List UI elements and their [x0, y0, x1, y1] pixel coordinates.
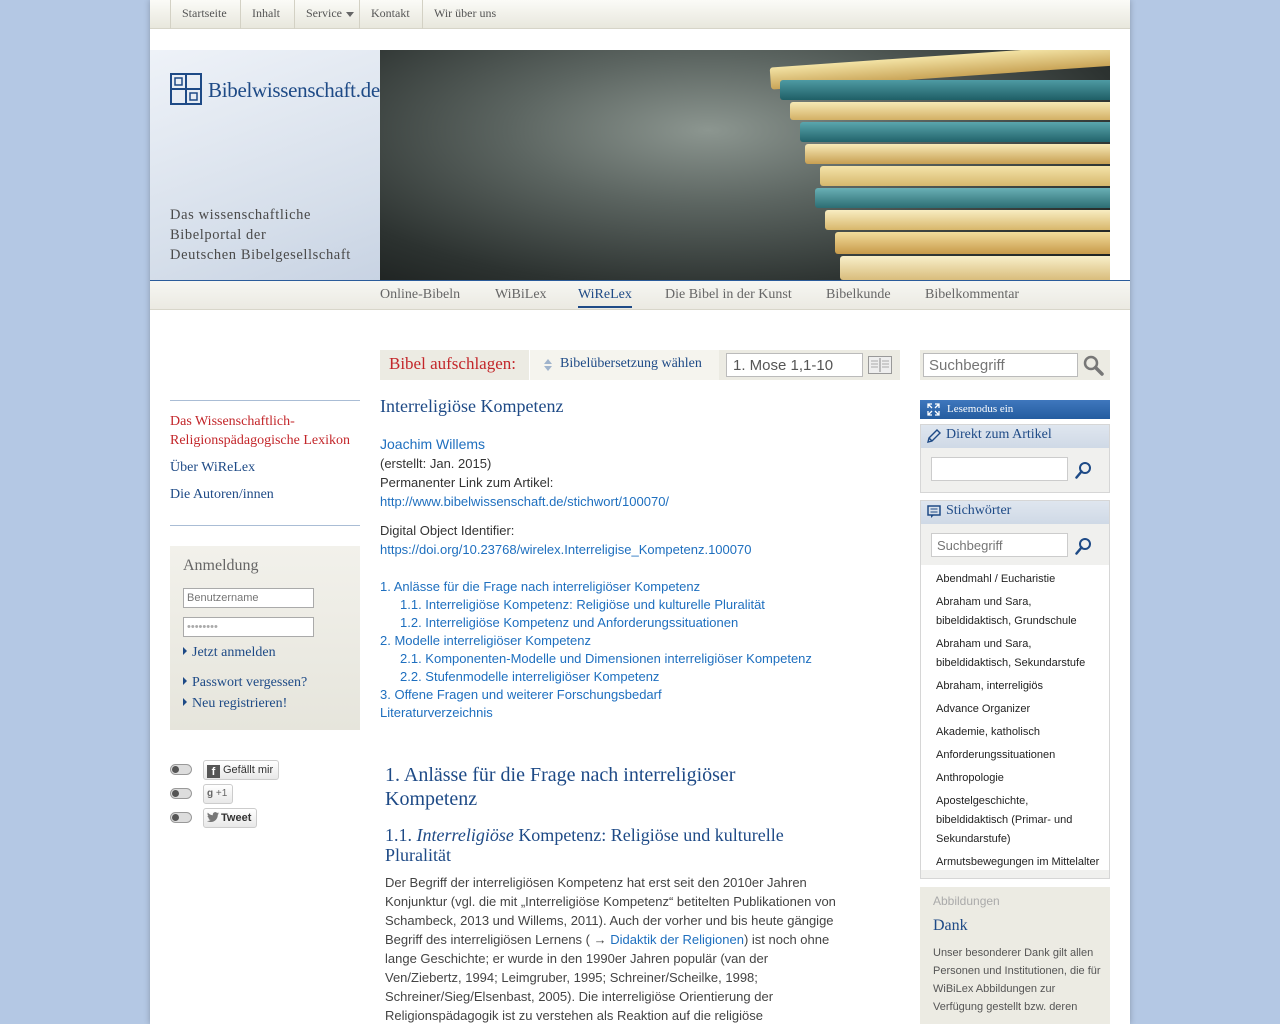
topnav-label: Kontakt [371, 6, 410, 20]
forgot-password-link[interactable] [183, 675, 307, 691]
topnav-service[interactable] [294, 0, 354, 29]
bible-open-bar [380, 350, 900, 380]
mainnav-bibelkommentar[interactable]: Bibelkommentar [925, 287, 1020, 302]
logo-text[interactable]: Bibelwissenschaft.de [208, 78, 380, 102]
facebook-share [170, 760, 300, 780]
toc-item[interactable]: 2.1. Komponenten-Modelle und Dimensionen interreligiöser Kompetenz [400, 651, 812, 666]
search-icon[interactable] [1075, 461, 1093, 479]
keyword-list[interactable] [921, 565, 1109, 870]
body-text: Der Begriff der interreligiösen Kompetenz hat erst seit den 2010er Jahren Konjunktur (vgl. die mit „Interreligiöse Kompetenz“ betitelten Publikationen von Schambeck, 2013 und Willems, 2011). Auch der vorher und bis heute gängige Begriff des interreligiösen Lernens ( [385, 875, 836, 947]
open-book-icon[interactable] [868, 356, 892, 374]
up-down-icon [544, 359, 552, 371]
subsection-italic: Interreligiöse [416, 825, 514, 845]
translation-select-label: Bibelübersetzung wählen [560, 356, 702, 371]
reading-mode-button[interactable] [920, 400, 1110, 419]
keywords-header [921, 501, 1109, 524]
keyword-item[interactable]: Abraham und Sara, bibeldidaktisch, Grundschule [936, 596, 1077, 627]
register-label: Neu registrieren! [192, 696, 288, 711]
book-shape [815, 188, 1110, 208]
body-text: ) ist noch ohne lange Geschichte; er wurde in den 1990er Jahren populär (van der Ven/Ziebertz, 1994; Leimgruber, 1995; Schreiner/Scheilke, 1998; Schreiner/Sieg/Elsenbast, 2005). Die interreligiöse Orientierung der Religionspädagogik ist zu verstehen als Reaktion auf die religiöse [385, 932, 830, 1023]
book-shape [780, 80, 1110, 100]
article-title: Interreligiöse Kompetenz [380, 396, 564, 416]
tweet-label: Tweet [221, 812, 252, 824]
keyword-item[interactable]: Armutsbewegungen im Mittelalter [936, 856, 1100, 868]
keyword-item[interactable]: Abendmahl / Eucharistie [936, 573, 1056, 585]
direct-article-title: Direkt zum Artikel [946, 427, 1052, 442]
toc-item[interactable]: 3. Offene Fragen und weiterer Forschungsbedarf [380, 687, 662, 702]
keyword-item[interactable]: Apostelgeschichte, bibeldidaktisch (Primar- und Sekundarstufe) [936, 795, 1073, 845]
permalink-label: Permanenter Link zum Artikel: [380, 475, 554, 490]
translation-select[interactable] [529, 350, 719, 380]
keyword-item[interactable]: Abraham und Sara, bibeldidaktisch, Sekundarstufe [936, 638, 1086, 669]
mainnav-bibelkunde[interactable]: Bibelkunde [826, 287, 891, 302]
dank-title: Dank [933, 917, 968, 934]
permalink-link[interactable]: http://www.bibelwissenschaft.de/stichwort/100070/ [380, 494, 670, 509]
twitter-icon [207, 812, 219, 822]
topnav-label: Inhalt [252, 6, 280, 20]
logo-panel [150, 50, 380, 280]
search-icon[interactable] [1075, 537, 1093, 555]
section-heading: 1. Anlässe für die Frage nach interreligiöser Kompetenz [385, 764, 736, 810]
facebook-like-button[interactable] [203, 760, 279, 780]
book-shape [790, 102, 1110, 120]
subsection-title: Kompetenz: Religiöse und kulturelle Pluralität [385, 825, 784, 865]
keywords-title: Stichwörter [946, 503, 1012, 518]
book-shape [805, 144, 1110, 164]
login-button-label: Jetzt anmelden [192, 645, 276, 660]
leftnav-item-autoren[interactable]: Die Autoren/innen [170, 487, 274, 502]
tweet-button[interactable] [203, 808, 257, 828]
username-field[interactable] [183, 588, 314, 608]
password-field[interactable] [183, 617, 314, 637]
table-of-contents [380, 578, 812, 722]
reading-mode-label: Lesemodus ein [947, 403, 1014, 415]
arrow-right-icon: → [593, 932, 607, 947]
direct-article-input[interactable] [931, 457, 1068, 481]
triangle-right-icon [183, 677, 187, 685]
toc-item[interactable]: Literaturverzeichnis [380, 705, 493, 720]
triangle-right-icon [183, 647, 187, 655]
main-navigation [150, 280, 1130, 310]
logo-icon[interactable] [170, 72, 202, 106]
register-link[interactable] [183, 696, 287, 712]
toc-item[interactable]: 2.2. Stufenmodelle interreligiöser Kompetenz [400, 669, 660, 684]
top-navigation [150, 0, 1130, 29]
toc-item[interactable]: 2. Modelle interreligiöser Kompetenz [380, 633, 591, 648]
subsection-number: 1.1. [385, 825, 412, 845]
pencil-icon [927, 429, 942, 443]
topnav-label: Wir über uns [434, 6, 497, 20]
tagline [170, 205, 351, 265]
mainnav-wibilex[interactable]: WiBiLex [495, 287, 547, 302]
keyword-item[interactable]: Anforderungssituationen [936, 749, 1056, 761]
page [150, 0, 1130, 1024]
toc-item[interactable]: 1. Anlässe für die Frage nach interreligiöser Kompetenz [380, 579, 701, 594]
bible-passage-input[interactable] [726, 353, 863, 377]
facebook-icon: f [207, 765, 220, 778]
gplus-icon: g [207, 788, 214, 799]
gplus-button[interactable] [203, 784, 233, 804]
article-created: (erstellt: Jan. 2015) [380, 456, 492, 471]
expand-icon [927, 403, 940, 416]
tagline-line: Das wissenschaftliche [170, 207, 312, 223]
facebook-toggle[interactable] [170, 764, 192, 775]
book-shape [800, 122, 1110, 142]
search-icon[interactable] [1082, 354, 1104, 376]
chevron-down-icon [346, 12, 354, 17]
topnav-wir-ueber-uns[interactable] [422, 0, 496, 29]
triangle-right-icon [183, 698, 187, 706]
article-header [380, 396, 900, 720]
mainnav-bibel-in-der-kunst[interactable]: Die Bibel in der Kunst [665, 287, 792, 302]
tagline-line: Bibelportal der [170, 227, 267, 243]
abbildungen-label: Abbildungen [933, 894, 1000, 908]
bible-open-label: Bibel aufschlagen: [389, 354, 516, 373]
dank-text: Unser besonderer Dank gilt allen Personen und Institutionen, die für WiBiLex Abbildungen zur Verfügung gestellt bzw. deren [933, 947, 1101, 1013]
topnav-label: Service [306, 6, 342, 20]
keywords-search-input[interactable] [931, 533, 1068, 557]
topnav-kontakt[interactable] [359, 0, 410, 29]
search-input[interactable] [923, 353, 1078, 377]
hero-books-image [380, 50, 1110, 280]
left-navigation [170, 400, 360, 526]
gplus-label: +1 [215, 788, 228, 799]
book-shape [820, 166, 1110, 186]
keyword-item[interactable]: Akademie, katholisch [936, 726, 1040, 738]
site-search [920, 350, 1110, 380]
article-body [385, 873, 845, 1024]
forgot-password-label: Passwort vergessen? [192, 675, 308, 690]
login-button[interactable] [183, 645, 276, 661]
book-shape [840, 256, 1110, 280]
article-author[interactable]: Joachim Willems [380, 436, 486, 452]
doi-label: Digital Object Identifier: [380, 523, 515, 538]
tagline-line: Deutschen Bibelgesellschaft [170, 247, 351, 263]
book-shape [825, 210, 1110, 230]
leftnav-item-lexikon[interactable]: Das Wissenschaftlich-Religionspädagogische Lexikon [170, 414, 351, 448]
direct-article-box [920, 424, 1110, 493]
keywords-box [920, 500, 1110, 879]
subsection-heading [385, 825, 825, 865]
keyword-item[interactable]: Abraham, interreligiös [936, 680, 1043, 692]
didaktik-link[interactable]: Didaktik der Religionen [610, 932, 744, 947]
list-icon [927, 505, 941, 519]
keyword-item[interactable]: Advance Organizer [936, 703, 1031, 715]
gplus-toggle[interactable] [170, 788, 192, 799]
mainnav-online-bibeln[interactable]: Online-Bibeln [380, 287, 461, 302]
twitter-share [170, 808, 300, 828]
direct-article-header [921, 425, 1109, 448]
topnav-inhalt[interactable] [240, 0, 280, 29]
acknowledgement-box [920, 887, 1110, 1024]
gplus-share [170, 784, 300, 804]
twitter-toggle[interactable] [170, 812, 192, 823]
leftnav-item-ueber[interactable]: Über WiReLex [170, 460, 256, 475]
login-box [170, 546, 360, 730]
topnav-label: Startseite [182, 6, 227, 20]
keyword-item[interactable]: Anthropologie [936, 772, 1004, 784]
toc-item[interactable]: 1.1. Interreligiöse Kompetenz: Religiöse und kulturelle Pluralität [400, 597, 765, 612]
mainnav-wirelex[interactable]: WiReLex [578, 287, 632, 308]
facebook-like-label: Gefällt mir [223, 764, 274, 776]
toc-item[interactable]: 1.2. Interreligiöse Kompetenz und Anforderungssituationen [400, 615, 739, 630]
book-shape [835, 232, 1110, 254]
login-title: Anmeldung [183, 557, 259, 574]
topnav-startseite[interactable] [170, 0, 227, 29]
doi-link[interactable]: https://doi.org/10.23768/wirelex.Interreligise_Kompetenz.100070 [380, 542, 752, 557]
